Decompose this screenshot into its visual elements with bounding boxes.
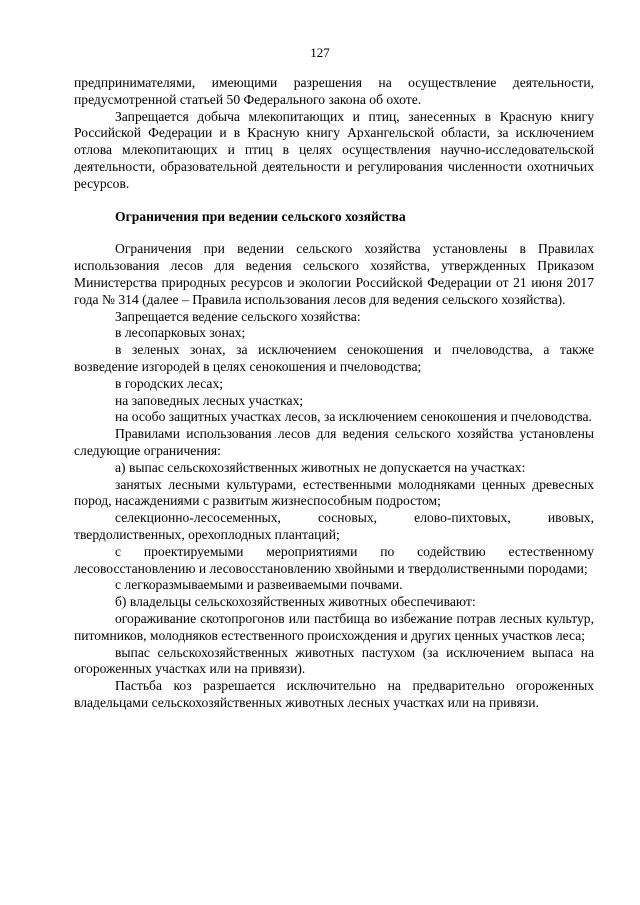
list-item: селекционно-лесосеменных, сосновых, елово-пихтовых, ивовых, твердолиственных, орехоплодных плантаций;: [74, 510, 594, 542]
paragraph: Правилами использования лесов для ведения сельского хозяйства установлены следующие ограничения:: [74, 426, 594, 458]
paragraph: предпринимателями, имеющими разрешения на осуществление деятельности, предусмотренной статьей 50 Федерального закона об охоте.: [74, 75, 594, 107]
list-item: огораживание скотопрогонов или пастбища во избежание потрав лесных культур, питомников, молодняков естественного происхождения и других ценных участков леса;: [74, 610, 594, 643]
paragraph: Запрещается добыча млекопитающих и птиц, занесенных в Красную книгу Российской Федерации и в Красную книгу Архангельской области, за исключением отлова млекопитающих и птиц в целях осуществления научно-исследовательской деятельности, образовательной деятельности и регулирования численности охотничьих ресурсов.: [74, 108, 594, 191]
heading-spacer: [74, 225, 594, 241]
paragraph: Пастьба коз разрешается исключительно на предварительно огороженных владельцами сельскохозяйственных животных лесных участках или на привязи.: [74, 678, 594, 710]
section-heading: Ограничения при ведении сельского хозяйства: [115, 208, 406, 224]
list-item: с легкоразмываемыми и развеиваемыми почвами.: [115, 577, 403, 593]
list-item: на заповедных лесных участках;: [115, 392, 304, 408]
paragraph: Ограничения при ведении сельского хозяйства установлены в Правилах использования лесов для ведения сельского хозяйства, утвержденных Приказом Министерства природных ресурсов и экологии Российской Федерации от 21 июня 2017 года № 314 (далее – Правила использования лесов для ведения сельского хозяйства).: [74, 241, 594, 307]
list-item: на особо защитных участках лесов, за исключением сенокошения и пчеловодства.: [115, 409, 592, 425]
paragraph: Запрещается ведение сельского хозяйства:: [115, 308, 361, 324]
list-item: а) выпас сельскохозяйственных животных не допускается на участках:: [115, 459, 526, 475]
list-item: в лесопарковых зонах;: [115, 325, 246, 341]
list-item: в зеленых зонах, за исключением сенокошения и пчеловодства, а также возведение изгородей в целях сенокошения и пчеловодства;: [74, 342, 594, 374]
list-item: выпас сельскохозяйственных животных пастухом (за исключением выпаса на огороженных участках или на привязи).: [74, 644, 594, 677]
list-item: в городских лесах;: [115, 375, 224, 391]
page-number: 127: [310, 45, 330, 60]
list-item: занятых лесными культурами, естественными молодняками ценных древесных пород, насаждениями с развитым жизнеспособным подростом;: [74, 476, 594, 509]
list-item: б) владельцы сельскохозяйственных животных обеспечивают:: [115, 594, 476, 610]
page-content: [74, 75, 594, 712]
list-item: с проектируемыми мероприятиями по содействию естественному лесовосстановлению и лесовосстановлению хвойными и твердолиственными породами;: [74, 543, 594, 576]
